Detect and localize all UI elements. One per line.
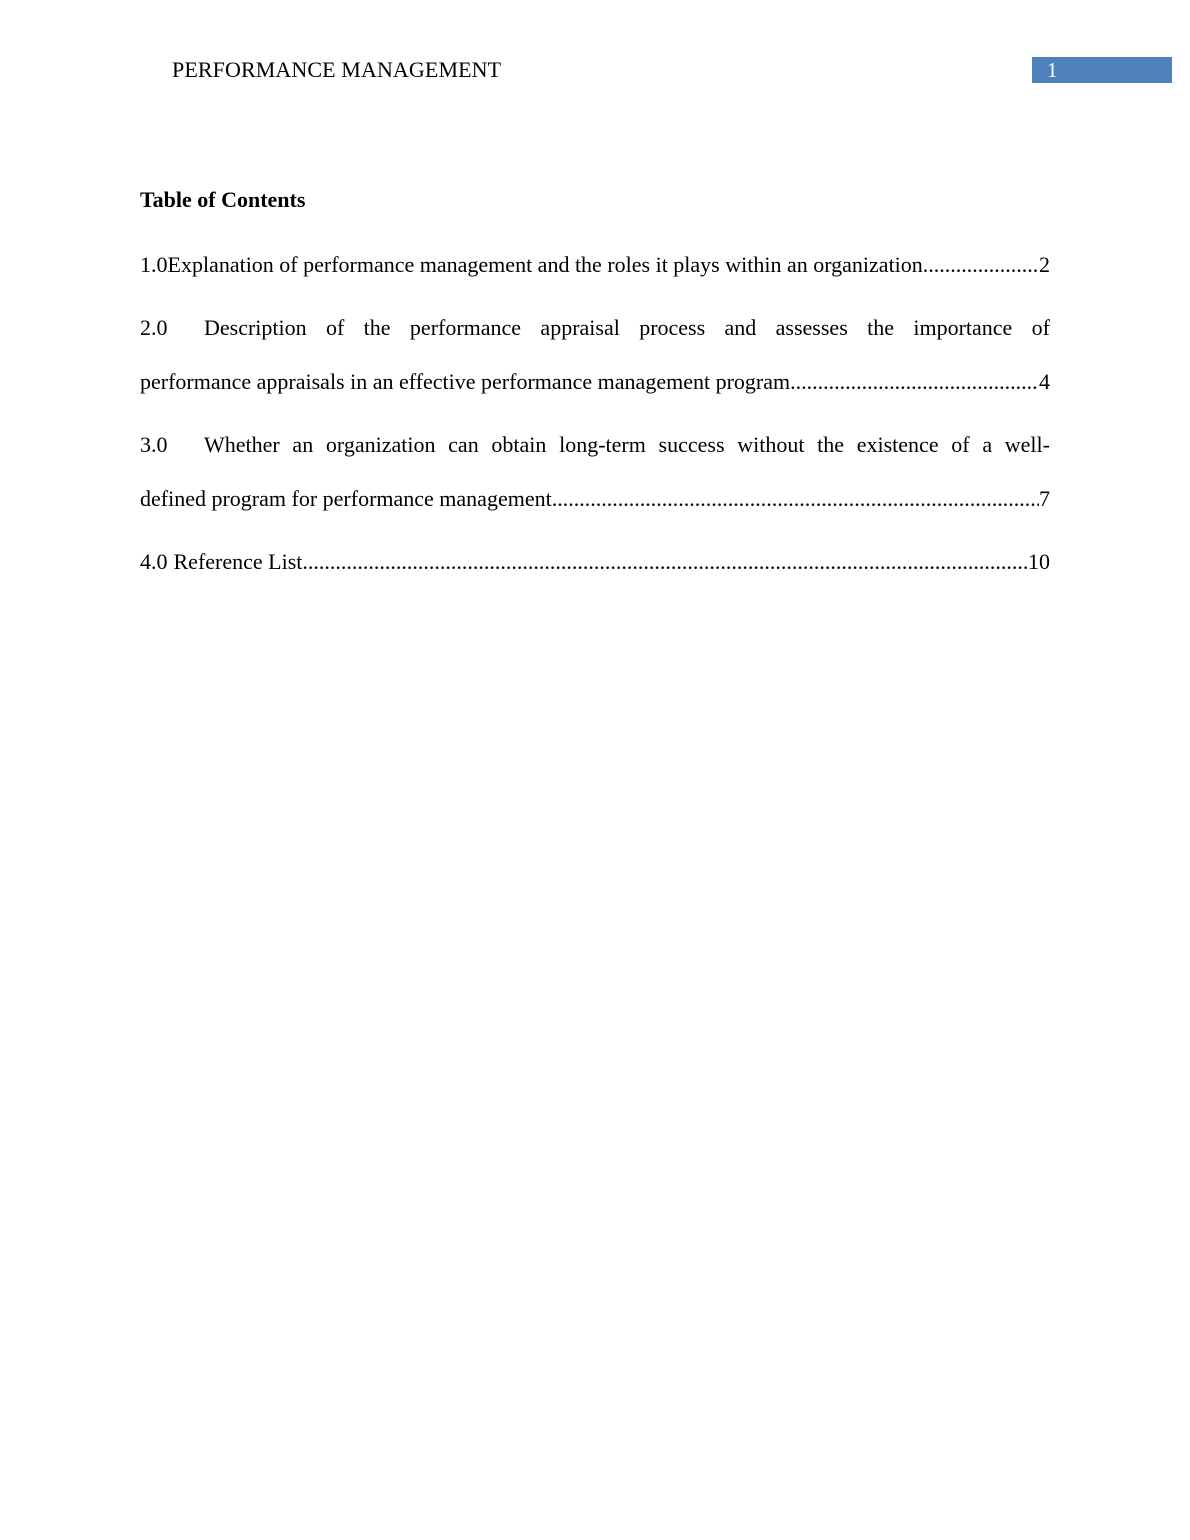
toc-entry-4[interactable] — [140, 535, 1050, 589]
toc-dot-leader — [928, 238, 1039, 292]
table-of-contents — [140, 184, 1050, 598]
toc-entry-title: Explanation of performance management and the roles it plays within an organization. — [167, 252, 929, 277]
toc-dot-leader — [557, 472, 1039, 526]
toc-dot-leader — [796, 355, 1039, 409]
toc-entry-number: 4.0 — [140, 549, 168, 574]
toc-entry-number: 3.0 — [140, 432, 168, 457]
toc-dot-leader — [302, 535, 1028, 589]
toc-entry-page: 2 — [1039, 252, 1050, 277]
running-head-title: PERFORMANCE MANAGEMENT — [172, 57, 502, 82]
toc-entry-number: 2.0 — [140, 315, 168, 340]
toc-entry-number: 1.0 — [140, 252, 168, 277]
page-number-box — [1032, 57, 1172, 83]
toc-entry-2[interactable] — [140, 301, 1050, 409]
toc-entry-1[interactable] — [140, 238, 1050, 292]
toc-entry-title-continued: performance appraisals in an effective performance management program. — [140, 369, 796, 394]
toc-entry-page: 10 — [1028, 549, 1050, 574]
toc-heading: Table of Contents — [140, 187, 306, 212]
toc-entry-page: 7 — [1039, 486, 1050, 511]
toc-entry-page: 4 — [1039, 369, 1050, 394]
toc-entry-title: Description of the performance appraisal process and assesses the importance of — [204, 315, 1050, 340]
toc-entry-title: Reference List — [173, 549, 303, 574]
toc-entry-title: Whether an organization can obtain long-term success without the existence of a well- — [204, 432, 1050, 457]
toc-entry-title-continued: defined program for performance management. — [140, 486, 558, 511]
page-number: 1 — [1047, 58, 1058, 82]
toc-entry-3[interactable] — [140, 418, 1050, 526]
